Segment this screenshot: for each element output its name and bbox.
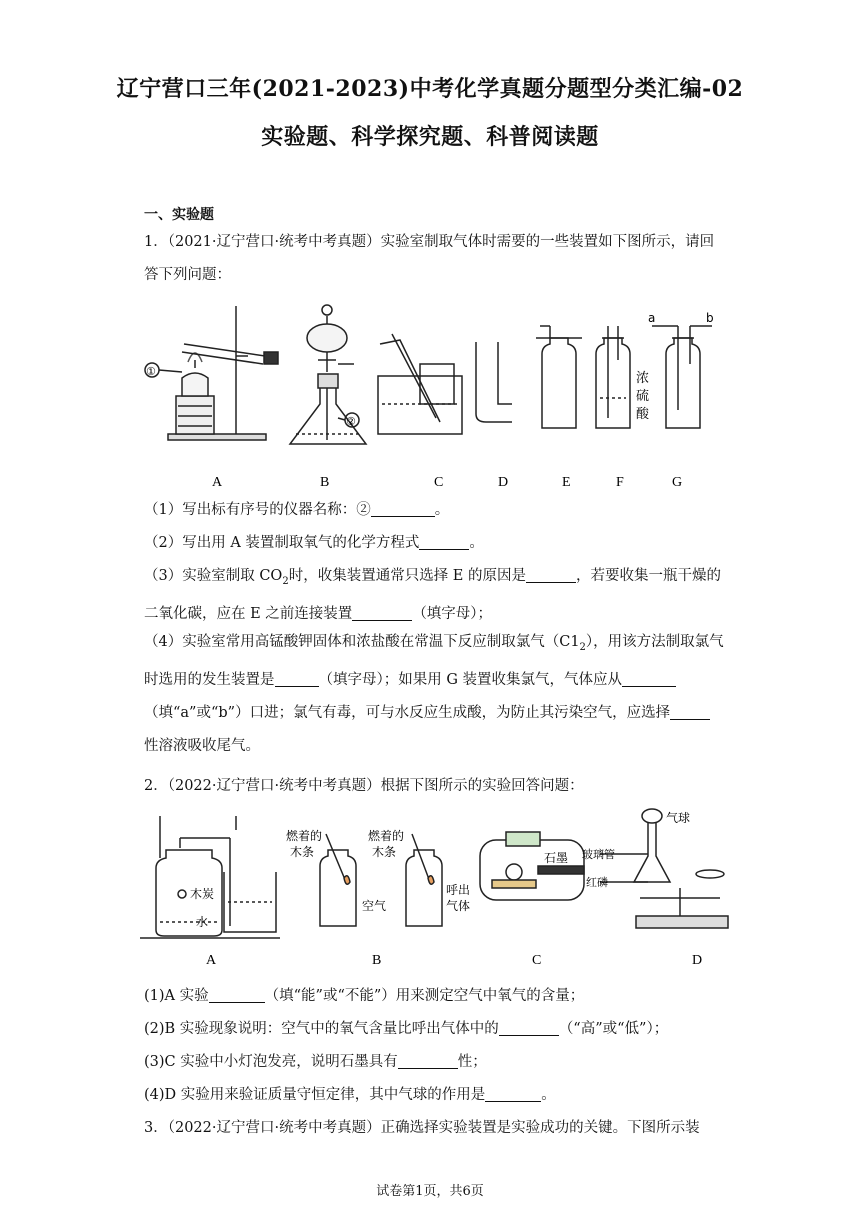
q1-blank7[interactable] xyxy=(670,703,710,720)
q2-graphite: 石墨 xyxy=(544,851,569,865)
q2-balloon: 气球 xyxy=(666,811,691,825)
q1-label-e: E xyxy=(562,475,571,490)
q2-exhaled-1: 呼出 xyxy=(446,883,471,897)
q1-port-a: a xyxy=(648,311,656,325)
q1-acid-2: 硫 xyxy=(636,389,650,404)
q1-label-a: A xyxy=(212,475,223,490)
q1-label-f: F xyxy=(616,475,624,490)
q1-blank1[interactable] xyxy=(371,500,435,517)
q2-sub2: (2)B 实验现象说明：空气中的氧气含量比呼出气体中的 （“高”或“低”）； xyxy=(144,1021,669,1037)
q2-stick2-2: 木条 xyxy=(372,845,397,859)
q2-blank4[interactable] xyxy=(485,1085,541,1102)
doc-title-line1: 辽宁营口三年(2021-2023)中考化学真题分题型分类汇编-02 xyxy=(116,76,744,102)
q1-blank4[interactable] xyxy=(352,604,412,621)
q2-label-a: A xyxy=(206,953,217,968)
q1-sub2: （2）写出用 A 装置制取氧气的化学方程式 。 xyxy=(144,535,484,551)
q2-sub3: (3)C 实验中小灯泡发亮，说明石墨具有 性； xyxy=(144,1054,487,1070)
section-heading: 一、实验题 xyxy=(144,207,214,223)
q2-air: 空气 xyxy=(362,899,387,913)
q1-sub4: （4）实验室常用高锰酸钾固体和浓盐酸在常温下反应制取氯气$(C1_2)$，用该方法制取氯气时选用的发生装置是 （填字母）；如果用 G 装置收集氯气，气体应从（填“a”或“b”）口进；氯气有毒，可与水反应生成酸，为防止其污染空气，应选择性溶液吸收尾气。 xyxy=(144,634,724,754)
q1-label-c: C xyxy=(434,475,444,490)
q1-blank5[interactable] xyxy=(275,670,319,687)
q2-blank2[interactable] xyxy=(499,1019,559,1036)
q1-sub3: （3）实验室制取 $CO_2$时，收集装置通常只选择 E 的原因是 ，若要收集一瓶干燥的二氧化碳，应在 E 之前连接装置 （填字母）； xyxy=(144,568,722,622)
q2-stick1-1: 燃着的 xyxy=(286,829,323,843)
q1-blank2[interactable] xyxy=(419,533,469,550)
q1-acid-3: 酸 xyxy=(636,407,650,422)
q1-blank3[interactable] xyxy=(526,566,576,583)
q2-experiment-figure xyxy=(140,806,740,972)
q2-stem: 2．（2022·辽宁营口·统考中考真题）根据下图所示的实验回答问题： xyxy=(144,778,584,794)
q2-blank1[interactable] xyxy=(209,986,265,1003)
q2-label-d: D xyxy=(692,953,703,968)
q2-sub1: (1)A 实验 （填“能”或“不能”）用来测定空气中氧气的含量； xyxy=(144,988,585,1004)
q1-stem: 1．（2021·辽宁营口·统考中考真题）实验室制取气体时需要的一些装置如下图所示，请回答下列问题： xyxy=(144,234,715,283)
q2-stick2-1: 燃着的 xyxy=(368,829,405,843)
q2-label-c: C xyxy=(532,953,542,968)
q2-blank3[interactable] xyxy=(398,1052,458,1069)
q1-acid-1: 浓 xyxy=(636,371,650,386)
q1-apparatus-figure xyxy=(140,294,730,494)
q2-sub4: (4)D 实验用来验证质量守恒定律，其中气球的作用是 。 xyxy=(144,1087,556,1103)
q1-label-d: D xyxy=(498,475,509,490)
page-footer: 试卷第1页，共6页 xyxy=(376,1184,484,1199)
q2-glass-tube: 玻璃管 xyxy=(582,848,615,861)
q2-charcoal: 木炭 xyxy=(190,887,215,901)
q2-water: 水 xyxy=(196,915,209,929)
q2-stick1-2: 木条 xyxy=(290,845,315,859)
q1-sub1: （1）写出标有序号的仪器名称：② 。 xyxy=(144,502,450,518)
q2-red-p: 红磷 xyxy=(586,876,608,889)
q1-label-g: G xyxy=(672,475,683,490)
q2-exhaled-2: 气体 xyxy=(446,899,471,913)
q2-label-b: B xyxy=(372,953,382,968)
q1-port-b: b xyxy=(706,311,714,325)
q1-blank6[interactable] xyxy=(622,670,676,687)
q1-label-b: B xyxy=(320,475,330,490)
q1-mark-2: ② xyxy=(346,415,356,428)
doc-title-line2: 实验题、科学探究题、科普阅读题 xyxy=(261,124,599,150)
q3-stem: 3．（2022·辽宁营口·统考中考真题）正确选择实验装置是实验成功的关键。下图所示装 xyxy=(144,1120,700,1136)
q1-mark-1: ① xyxy=(146,365,156,378)
